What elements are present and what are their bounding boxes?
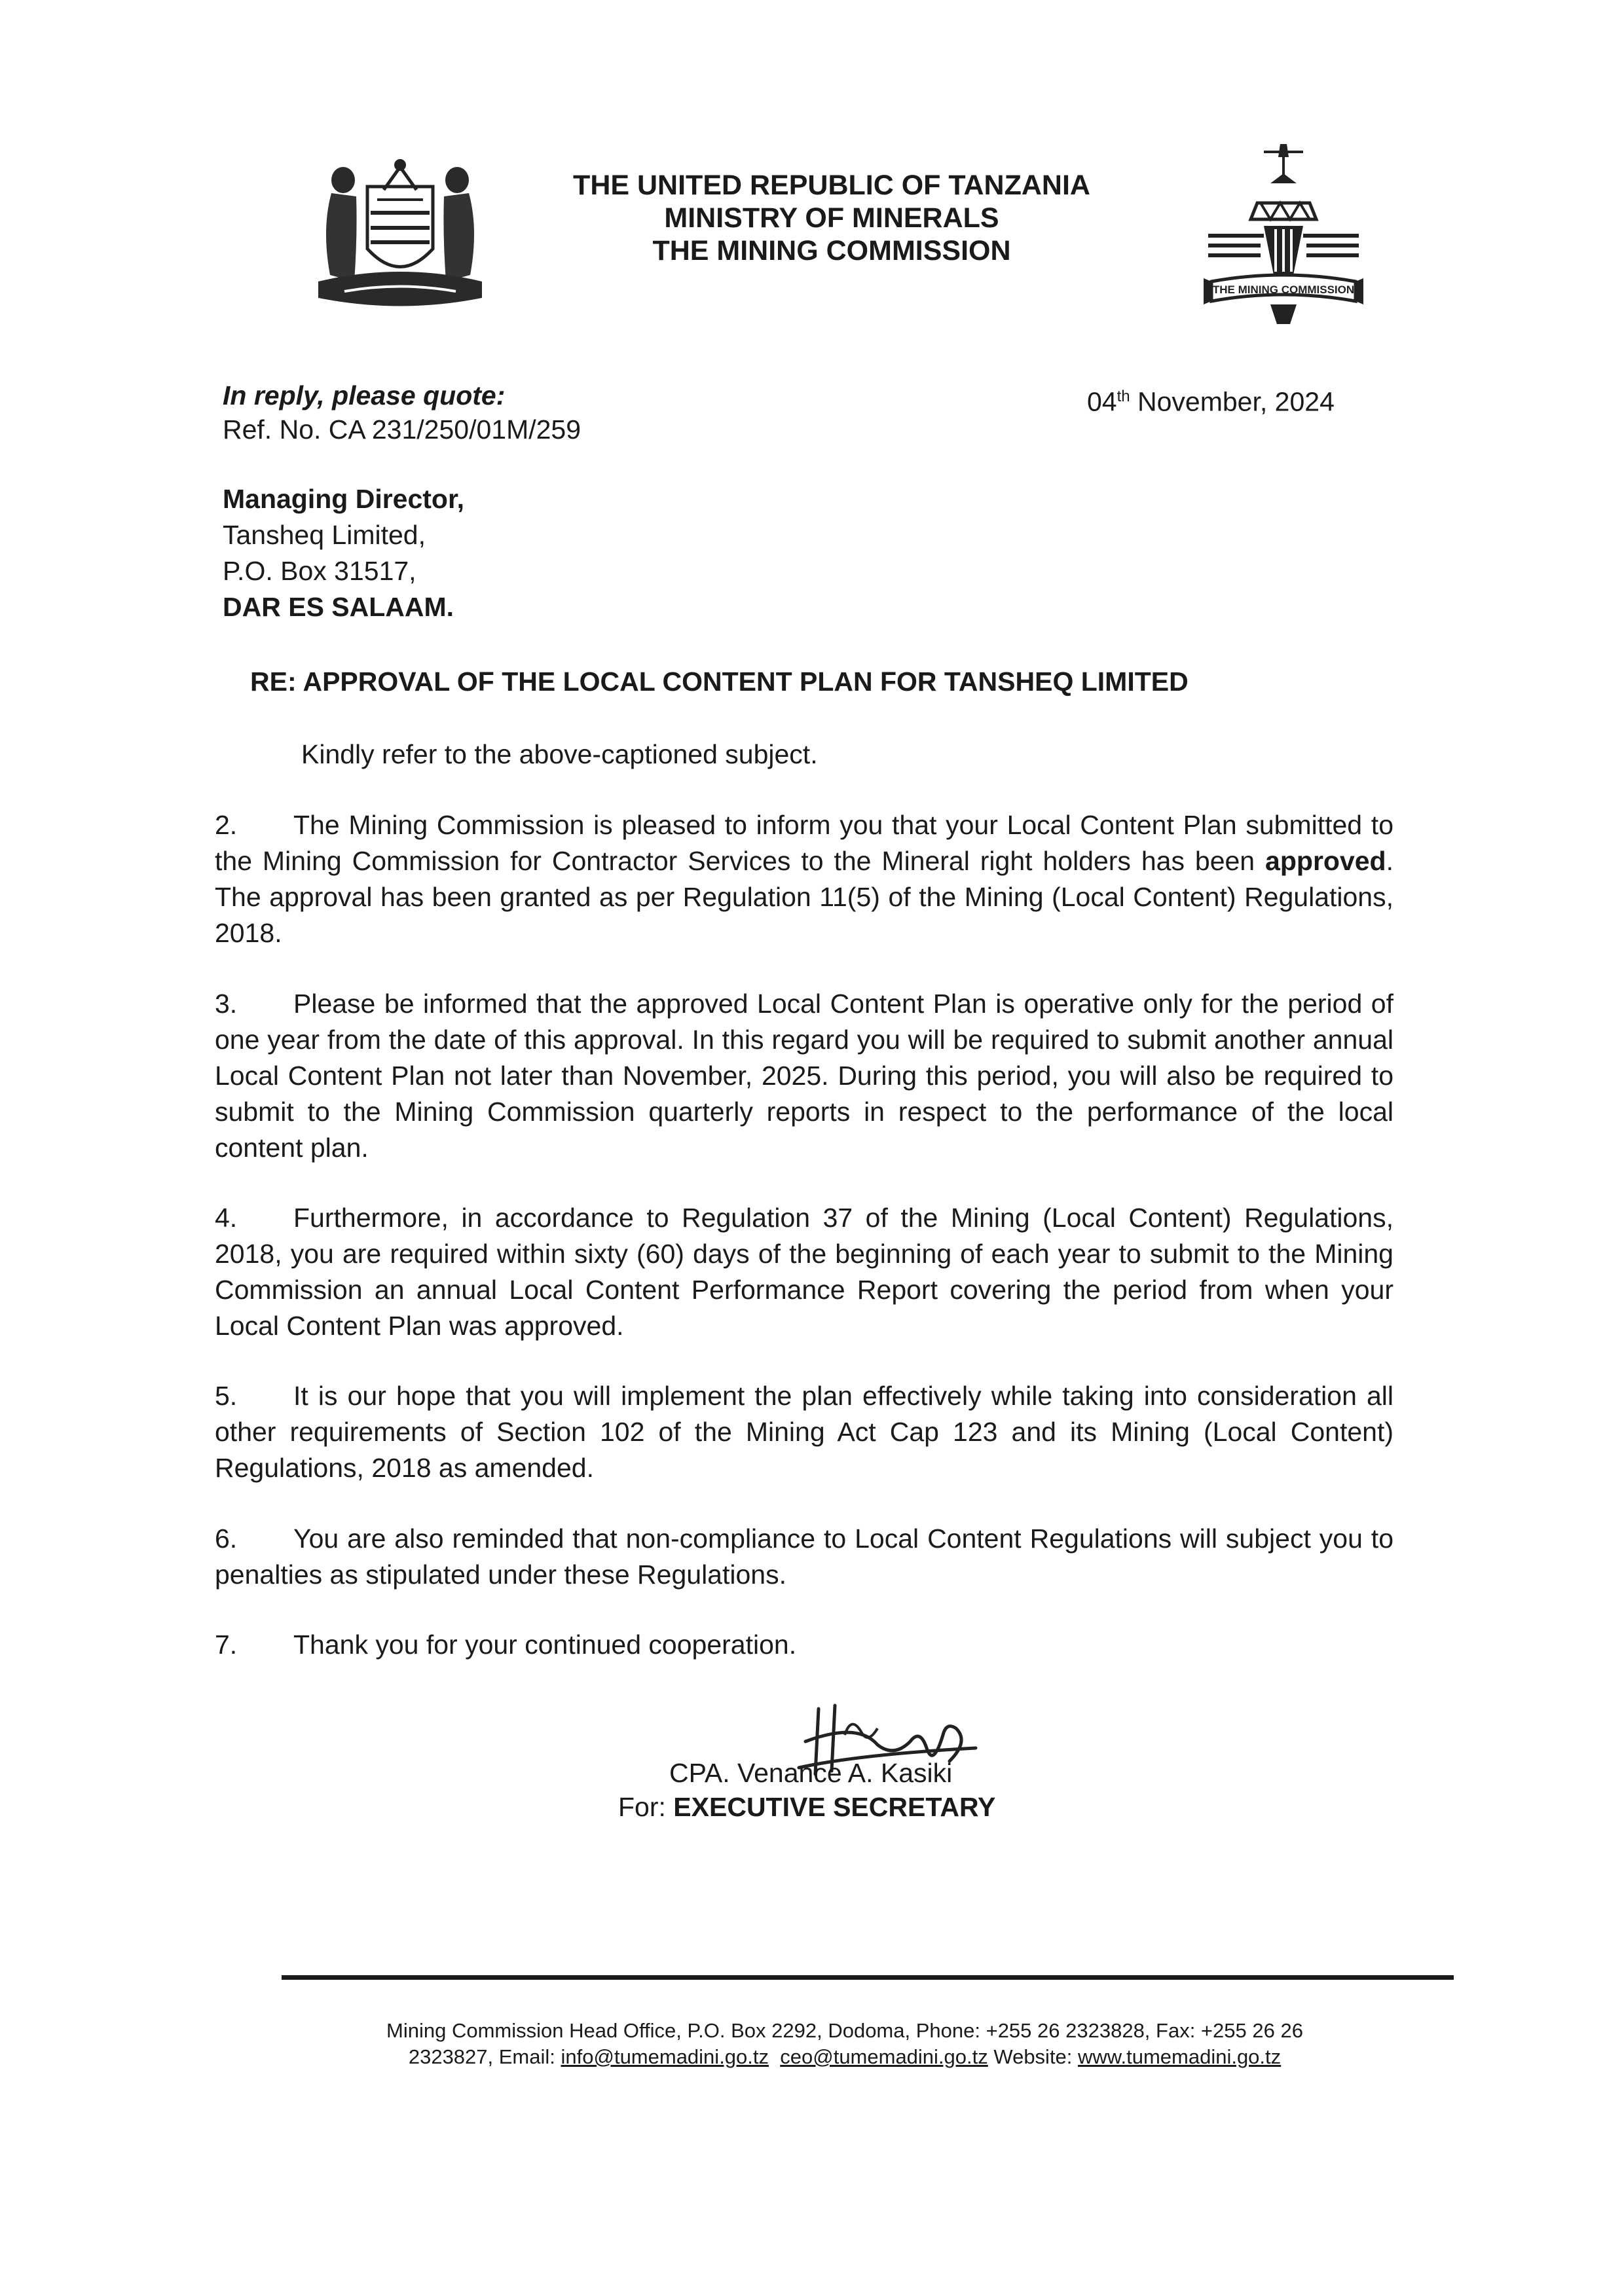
header-line-country: THE UNITED REPUBLIC OF TANZANIA	[573, 170, 1090, 201]
paragraph-4: 4. Furthermore, in accordance to Regulation 37 of the Mining (Local Content) Regulations, 2018, you are required within sixty (60) days of the beginning of each year to submit to the Mining Commission an annual Local Content Performance Report covering the period from when your Local Content Plan was approved.	[215, 1200, 1393, 1344]
paragraph-5-number: 5.	[215, 1381, 238, 1411]
signatory-title-line: For: EXECUTIVE SECRETARY	[618, 1792, 996, 1822]
letter-subject: RE: APPROVAL OF THE LOCAL CONTENT PLAN FOR TANSHEQ LIMITED	[250, 666, 1189, 697]
email-link-info[interactable]: info@tumemadini.go.tz	[561, 2045, 769, 2068]
paragraph-6-number: 6.	[215, 1523, 238, 1554]
date-day: 04	[1087, 386, 1117, 417]
coat-of-arms-emblem	[305, 151, 495, 318]
reference-number: Ref. No. CA 231/250/01M/259	[223, 414, 581, 445]
logo-banner-text: THE MINING COMMISSION	[1212, 283, 1355, 296]
addressee-title: Managing Director,	[223, 484, 465, 514]
addressee-city: DAR ES SALAAM.	[223, 592, 454, 622]
paragraph-2: 2. The Mining Commission is pleased to inform you that your Local Content Plan submitted to the Mining Commission for Contractor Services to the Mineral right holders has been approved. The approval has been granted as per Regulation 11(5) of the Mining (Local Content) Regulations, 2018.	[215, 807, 1393, 951]
date-suffix: th	[1116, 388, 1130, 405]
footer-line-1: Mining Commission Head Office, P.O. Box 2292, Dodoma, Phone: +255 26 2323828, Fax: +255 26 26	[386, 2019, 1303, 2042]
paragraph-7-number: 7.	[215, 1630, 238, 1660]
paragraph-5: 5. It is our hope that you will implement the plan effectively while taking into consideration all other requirements of Section 102 of the Mining Act Cap 123 and its Mining (Local Content) Regulations, 2018 as amended.	[215, 1378, 1393, 1486]
date-rest: November, 2024	[1130, 386, 1335, 417]
footer-contact	[275, 2018, 1414, 2070]
addressee-company: Tansheq Limited,	[223, 520, 426, 550]
paragraph-7: 7. Thank you for your continued cooperation.	[215, 1627, 1393, 1663]
reference-label: In reply, please quote:	[223, 380, 506, 410]
paragraph-4-number: 4.	[215, 1203, 238, 1233]
addressee-box: P.O. Box 31517,	[223, 556, 416, 586]
header-line-commission: THE MINING COMMISSION	[652, 235, 1011, 266]
signature-block	[618, 1756, 995, 1824]
intro-paragraph: Kindly refer to the above-captioned subject.	[301, 739, 818, 769]
paragraph-3-number: 3.	[215, 989, 238, 1019]
website-link[interactable]: www.tumemadini.go.tz	[1078, 2045, 1282, 2068]
signatory-name: CPA. Venance A. Kasiki	[669, 1758, 953, 1788]
addressee-block	[223, 481, 464, 625]
mining-commission-logo	[1198, 137, 1369, 334]
paragraph-6: 6. You are also reminded that non-compliance to Local Content Regulations will subject you to penalties as stipulated under these Regulations.	[215, 1521, 1393, 1593]
footer-divider	[282, 1975, 1454, 1980]
email-link-ceo[interactable]: ceo@tumemadini.go.tz	[780, 2045, 988, 2068]
footer-line-2: 2323827, Email: info@tumemadini.go.tz ceo@tumemadini.go.tz Website: www.tumemadini.go.tz	[408, 2045, 1282, 2068]
header-line-ministry: MINISTRY OF MINERALS	[664, 202, 999, 234]
letter-date	[1087, 380, 1335, 419]
paragraph-2-number: 2.	[215, 810, 238, 840]
paragraph-3: 3. Please be informed that the approved Local Content Plan is operative only for the period of one year from the date of this approval. In this regard you will be required to submit another annual Local Content Plan not later than November, 2025. During this period, you will also be required to submit to the Mining Commission quarterly reports in respect to the performance of the local content plan.	[215, 986, 1393, 1166]
